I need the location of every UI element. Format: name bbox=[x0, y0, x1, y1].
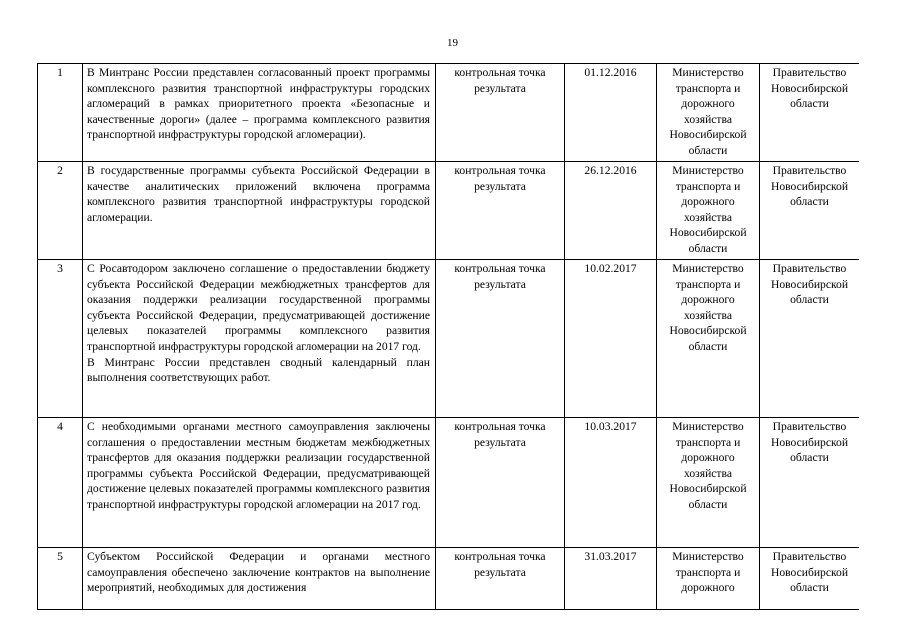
event-type: контрольная точка результата bbox=[436, 260, 565, 418]
responsible-executor: Министерство транспорта и дорожного хозяйства Новосибирской области bbox=[657, 260, 760, 418]
row-number: 4 bbox=[38, 418, 83, 548]
plan-table bbox=[37, 63, 859, 610]
curator: Правительство Новосибирской области bbox=[760, 418, 860, 548]
event-description bbox=[83, 64, 436, 162]
curator: Правительство Новосибирской области bbox=[760, 64, 860, 162]
event-type: контрольная точка результата bbox=[436, 548, 565, 610]
row-number: 5 bbox=[38, 548, 83, 610]
event-description bbox=[83, 548, 436, 610]
event-paragraph: В государственные программы субъекта Российской Федерации в качестве аналитических приложений включена программа комплексного развития транспортной инфраструктуры городской агломерации. bbox=[87, 164, 430, 224]
event-type: контрольная точка результата bbox=[436, 418, 565, 548]
responsible-executor: Министерство транспорта и дорожного bbox=[657, 548, 760, 610]
event-paragraph: Субъектом Российской Федерации и органами местного самоуправления обеспечено заключение контрактов на выполнение мероприятий, необходимых для достижения bbox=[87, 550, 430, 595]
row-number: 3 bbox=[38, 260, 83, 418]
responsible-executor: Министерство транспорта и дорожного хозяйства Новосибирской области bbox=[657, 64, 760, 162]
event-date: 01.12.2016 bbox=[565, 64, 657, 162]
event-paragraph: В Минтранс России представлен сводный календарный план выполнения соответствующих работ. bbox=[87, 355, 430, 385]
table-row bbox=[38, 418, 860, 548]
event-date: 10.03.2017 bbox=[565, 418, 657, 548]
row-number: 1 bbox=[38, 64, 83, 162]
event-paragraph: В Минтранс России представлен согласованный проект программы комплексного развития транспортной инфраструктуры городских агломераций в рамках приоритетного проекта «Безопасные и качественные дороги» (далее – программа комплексного развития транспортной инфраструктуры городской агломерации). bbox=[87, 66, 430, 142]
curator: Правительство Новосибирской области bbox=[760, 548, 860, 610]
page-number: 19 bbox=[447, 37, 458, 49]
plan-table-container bbox=[37, 63, 859, 640]
row-number: 2 bbox=[38, 162, 83, 260]
event-description bbox=[83, 418, 436, 548]
event-type: контрольная точка результата bbox=[436, 64, 565, 162]
table-body bbox=[38, 64, 860, 610]
event-date: 10.02.2017 bbox=[565, 260, 657, 418]
table-row bbox=[38, 548, 860, 610]
event-paragraph: С необходимыми органами местного самоуправления заключены соглашения о предоставлении местным бюджетам межбюджетных трансфертов для оказания поддержки реализации государственной программы субъекта Российской Федерации, предусматривающей достижение целевых показателей программы комплексного развития транспортной инфраструктуры городской агломерации на 2017 год. bbox=[87, 420, 430, 511]
event-description bbox=[83, 260, 436, 418]
responsible-executor: Министерство транспорта и дорожного хозяйства Новосибирской области bbox=[657, 418, 760, 548]
table-row bbox=[38, 64, 860, 162]
table-row bbox=[38, 162, 860, 260]
responsible-executor: Министерство транспорта и дорожного хозяйства Новосибирской области bbox=[657, 162, 760, 260]
event-paragraph: С Росавтодором заключено соглашение о предоставлении бюджету субъекта Российской Федерации межбюджетных трансфертов для оказания поддержки реализации государственной программы субъекта Российской Федерации, предусматривающей достижение целевых показателей программы комплексного развития транспортной инфраструктуры городской агломерации на 2017 год. bbox=[87, 262, 430, 353]
event-date: 26.12.2016 bbox=[565, 162, 657, 260]
event-type: контрольная точка результата bbox=[436, 162, 565, 260]
table-row bbox=[38, 260, 860, 418]
curator: Правительство Новосибирской области bbox=[760, 260, 860, 418]
curator: Правительство Новосибирской области bbox=[760, 162, 860, 260]
event-date: 31.03.2017 bbox=[565, 548, 657, 610]
event-description bbox=[83, 162, 436, 260]
